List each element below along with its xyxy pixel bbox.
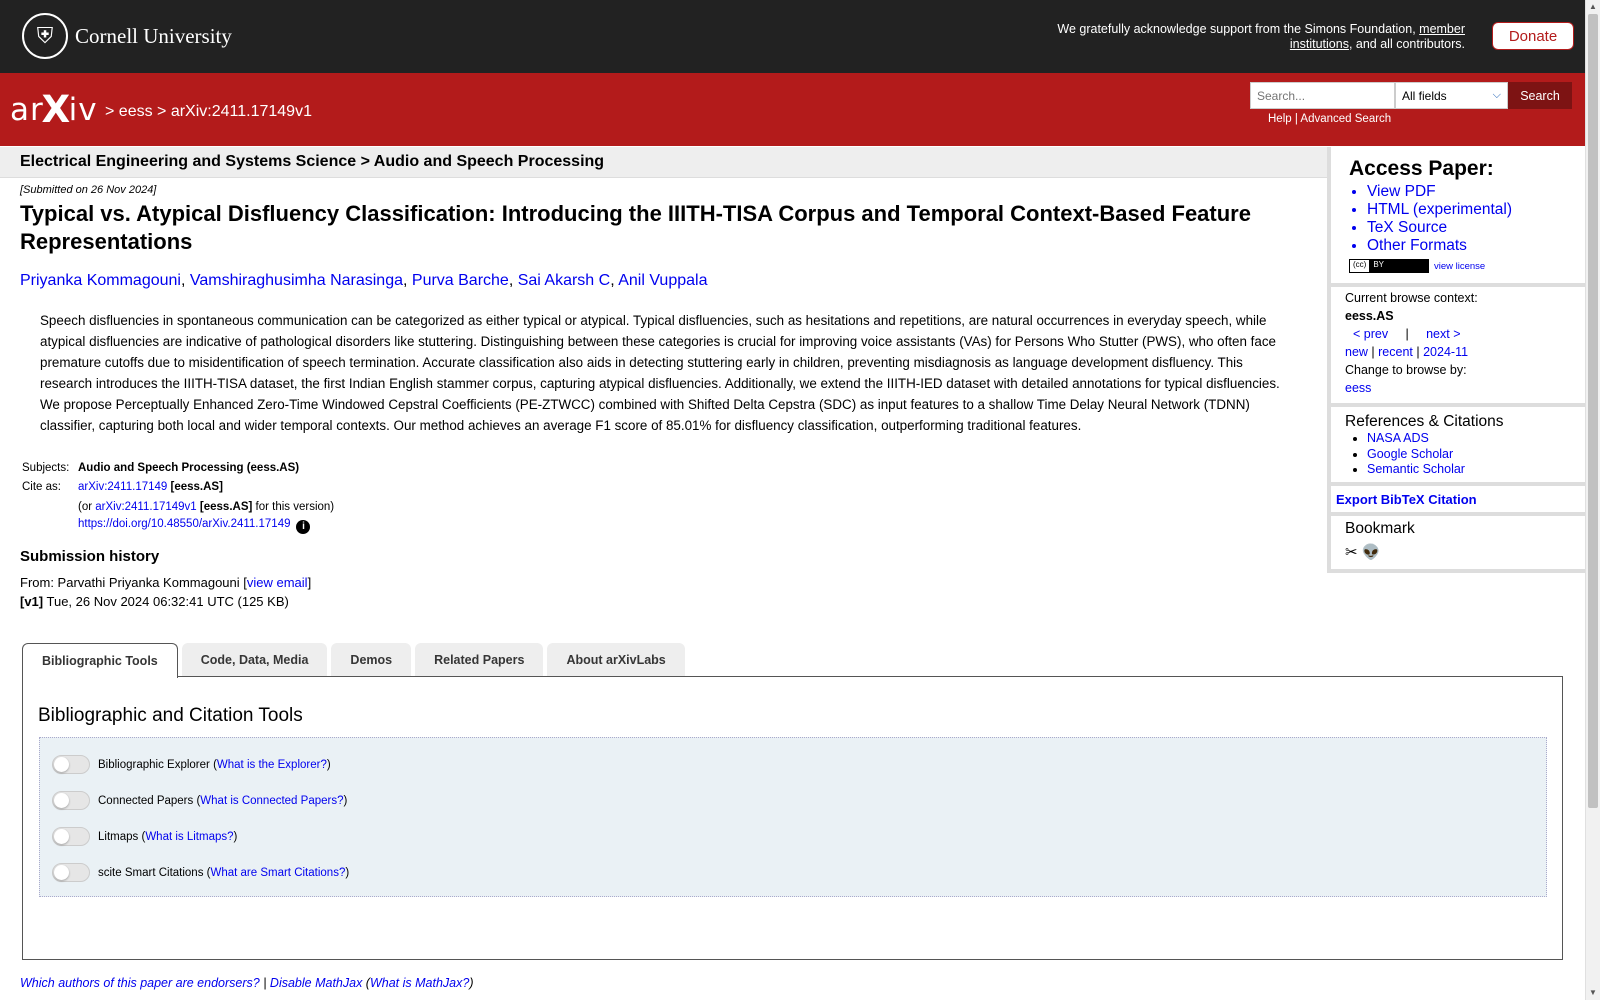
author-link[interactable]: Sai Akarsh C xyxy=(517,272,611,289)
nasa-ads-link[interactable]: NASA ADS xyxy=(1367,431,1429,445)
category-header xyxy=(0,147,1327,178)
by-text: BY xyxy=(1370,260,1428,272)
tool-label: Connected Papers xyxy=(98,794,194,807)
browse-context-label: Current browse context: xyxy=(1345,291,1478,305)
explorer-toggle[interactable] xyxy=(52,755,90,774)
version-line xyxy=(20,592,311,611)
change-browse-label: Change to browse by: xyxy=(1345,363,1467,377)
doi-value xyxy=(78,518,310,534)
info-icon[interactable]: i xyxy=(296,520,310,534)
change-browse-value xyxy=(1345,379,1585,397)
version-date: Tue, 26 Nov 2024 06:32:41 UTC (125 KB) xyxy=(43,594,289,609)
tool-label: Bibliographic Explorer xyxy=(98,758,210,771)
browse-nav xyxy=(1345,325,1585,343)
footer-paren: ) xyxy=(469,976,474,990)
scroll-down-icon[interactable]: ▼ xyxy=(1589,988,1597,997)
browse-context-section xyxy=(1331,287,1585,407)
tool-row-scite: scite Smart Citations ( What are Smart Citations? ) xyxy=(52,863,349,882)
breadcrumb xyxy=(105,103,312,121)
tab-about-arxivlabs[interactable]: About arXivLabs xyxy=(547,643,684,677)
submitter-line xyxy=(20,573,311,592)
next-link[interactable]: next > xyxy=(1426,327,1461,341)
view-pdf-link[interactable]: View PDF xyxy=(1367,183,1436,200)
semantic-scholar-link[interactable]: Semantic Scholar xyxy=(1367,462,1465,476)
nav-separator: | xyxy=(1405,327,1409,341)
cc-by-icon[interactable] xyxy=(1349,259,1429,273)
author-link[interactable]: Vamshiraghusimha Narasinga xyxy=(189,272,403,289)
access-paper-heading: Access Paper: xyxy=(1349,157,1494,180)
html-link[interactable]: HTML (experimental) xyxy=(1367,201,1512,218)
disable-mathjax-link[interactable]: Disable MathJax xyxy=(269,976,363,990)
other-formats-link[interactable]: Other Formats xyxy=(1367,237,1467,254)
access-paper-section xyxy=(1331,147,1585,287)
tool-help-link[interactable]: What are Smart Citations? xyxy=(210,866,346,879)
tool-row-explorer: Bibliographic Explorer ( What is the Explorer? ) xyxy=(52,755,331,774)
tools-heading: Bibliographic and Citation Tools xyxy=(38,705,303,726)
new-link[interactable]: new xyxy=(1345,345,1368,359)
cite-version-suffix: for this version) xyxy=(252,500,335,513)
browse-lists: new | recent | 2024-11 xyxy=(1345,345,1469,359)
cite-version-prefix: (or xyxy=(78,500,96,513)
category-title: Electrical Engineering and Systems Science > Audio and Speech Processing xyxy=(20,153,605,170)
tab-related-papers[interactable]: Related Papers xyxy=(415,643,543,677)
references-heading: References & Citations xyxy=(1345,413,1504,430)
cite-label: Cite as: xyxy=(22,481,61,494)
tool-label: scite Smart Citations xyxy=(98,866,204,879)
export-bibtex-link[interactable]: Export BibTeX Citation xyxy=(1336,491,1477,507)
help-links xyxy=(1268,113,1391,125)
cc-text: (cc) xyxy=(1350,260,1370,272)
subjects-primary: Audio and Speech Processing (eess.AS) xyxy=(78,461,300,474)
tool-help-link[interactable]: What is Litmaps? xyxy=(145,830,234,843)
author-link[interactable]: Purva Barche xyxy=(411,272,509,289)
recent-link[interactable]: recent xyxy=(1378,345,1413,359)
tab-code-data-media[interactable]: Code, Data, Media xyxy=(182,643,328,677)
tab-demos[interactable]: Demos xyxy=(331,643,411,677)
support-message xyxy=(1045,22,1465,52)
context-value-text: eess.AS xyxy=(1345,309,1394,323)
tool-row-connected-papers: Connected Papers ( What is Connected Papers? ) xyxy=(52,791,347,810)
cite-value xyxy=(78,481,223,493)
tab-bibliographic-tools[interactable]: Bibliographic Tools xyxy=(22,643,178,678)
chevron-down-icon: ⌵ xyxy=(1492,89,1501,101)
bookmark-icons[interactable]: ✂ 👽 xyxy=(1345,543,1381,561)
search-button[interactable]: Search xyxy=(1508,82,1572,109)
access-item xyxy=(1367,219,1585,237)
browse-eess-link[interactable]: eess xyxy=(1345,381,1372,395)
cornell-seal-icon: ⛨ xyxy=(22,13,68,59)
paper-title: Typical vs. Atypical Disfluency Classification: Introducing the IIITH-TISA Corpus and Temporal Context-Based Feature Representations xyxy=(20,201,1251,254)
bibtex-section xyxy=(1331,486,1585,516)
tool-help-link[interactable]: What is the Explorer? xyxy=(216,758,327,771)
access-item xyxy=(1367,201,1585,219)
support-suffix: , and all contributors. xyxy=(1348,37,1465,51)
advanced-search-link[interactable]: Advanced Search xyxy=(1300,113,1392,125)
search-input[interactable] xyxy=(1250,82,1395,109)
subjects-value xyxy=(78,462,299,474)
footer-separator: | xyxy=(259,976,270,990)
labs-tabs xyxy=(22,643,689,678)
subjects-label: Subjects: xyxy=(22,461,70,474)
month-link[interactable]: 2024-11 xyxy=(1423,345,1469,359)
license-row xyxy=(1349,259,1585,273)
scite-toggle[interactable] xyxy=(52,863,90,882)
references-list xyxy=(1345,431,1585,482)
logo-part: iv xyxy=(68,92,98,128)
submission-history xyxy=(20,573,311,611)
tab-panel xyxy=(22,676,1563,960)
view-email-link[interactable]: view email xyxy=(246,575,308,590)
help-separator: | xyxy=(1291,113,1301,125)
scrollbar[interactable] xyxy=(1585,0,1600,1000)
cite-tag: [eess.AS] xyxy=(170,481,223,494)
metadata-table xyxy=(20,458,334,536)
view-license-link[interactable]: view license xyxy=(1434,260,1486,272)
footer-links xyxy=(20,976,473,990)
tools-box xyxy=(39,737,1547,897)
connected-papers-toggle[interactable] xyxy=(52,791,90,810)
scrollbar-thumb[interactable] xyxy=(1588,14,1598,808)
browse-context-value xyxy=(1345,307,1585,325)
submitted-date: [Submitted on 26 Nov 2024] xyxy=(20,184,157,196)
doi-row xyxy=(20,517,334,537)
tool-label: Litmaps xyxy=(98,830,139,843)
submitter-suffix: ] xyxy=(307,575,312,590)
sidebar xyxy=(1327,147,1585,573)
logo-part: ar xyxy=(10,92,44,128)
search-field-value: All fields xyxy=(1402,88,1447,103)
tex-source-link[interactable]: TeX Source xyxy=(1367,219,1448,236)
cite-version-value xyxy=(78,501,334,513)
arxiv-logo[interactable] xyxy=(10,88,98,132)
access-links xyxy=(1345,183,1585,255)
logo-x: X xyxy=(41,88,72,132)
arxiv-header xyxy=(0,73,1585,146)
breadcrumb-separator: > xyxy=(105,103,119,120)
tool-help-link[interactable]: What is Connected Papers? xyxy=(200,794,344,807)
access-item xyxy=(1367,237,1585,255)
breadcrumb-separator: > xyxy=(152,103,171,120)
endorsers-link[interactable]: Which authors of this paper are endorsers? xyxy=(20,976,260,990)
breadcrumb-eess[interactable]: eess xyxy=(118,103,153,120)
reference-item xyxy=(1367,447,1585,463)
author-link[interactable]: Anil Vuppala xyxy=(618,272,708,289)
version-tag: [v1] xyxy=(20,594,44,609)
cite-version-tag: [eess.AS] xyxy=(199,500,253,513)
search-field-select[interactable] xyxy=(1395,82,1508,109)
cornell-logo[interactable] xyxy=(22,13,232,59)
member-institutions-link[interactable]: member institutions xyxy=(1289,22,1465,51)
cornell-banner xyxy=(0,0,1585,73)
cite-id-link[interactable]: arXiv:2411.17149 xyxy=(78,481,168,494)
bookmark-heading: Bookmark xyxy=(1345,519,1415,537)
scroll-up-icon[interactable]: ▲ xyxy=(1589,2,1597,11)
bookmark-section xyxy=(1331,516,1585,573)
support-text: We gratefully acknowledge support from the Simons Foundation, xyxy=(1057,22,1420,36)
subjects-row xyxy=(20,458,334,478)
reference-item xyxy=(1367,431,1585,447)
what-is-mathjax-link[interactable]: What is MathJax? xyxy=(369,976,470,990)
cite-version-link[interactable]: arXiv:2411.17149v1 xyxy=(95,500,197,513)
litmaps-toggle[interactable] xyxy=(52,827,90,846)
footer-paren: ( xyxy=(362,976,370,990)
donate-button[interactable]: Donate xyxy=(1492,22,1574,50)
cornell-name: Cornell University xyxy=(75,23,232,48)
reference-item xyxy=(1367,462,1585,478)
google-scholar-link[interactable]: Google Scholar xyxy=(1367,446,1454,461)
breadcrumb-paper-id: arXiv:2411.17149v1 xyxy=(170,103,312,120)
doi-link[interactable]: https://doi.org/10.48550/arXiv.2411.17149 xyxy=(78,518,291,531)
submitter-text: From: Parvathi Priyanka Kommagouni [ xyxy=(20,575,247,590)
help-link[interactable]: Help xyxy=(1268,113,1292,125)
cite-row xyxy=(20,478,334,498)
tool-row-litmaps: Litmaps ( What is Litmaps? ) xyxy=(52,827,237,846)
cite-version-row xyxy=(20,497,334,517)
submission-history-heading: Submission history xyxy=(20,548,160,565)
access-item xyxy=(1367,183,1585,201)
references-section xyxy=(1331,407,1585,486)
abstract: Speech disfluencies in spontaneous communication can be categorized as either typical or atypical. Typical disfluencies, such as hesitations and repetitions, are natural occurrences in everyday speech, while atypical disfluencies are indicative of pathological disorders like stuttering. Distinguishing between these categories is crucial for improving voice assistants (VAs) for Persons Who Stutter (PWS), who often face premature cutoffs due to misidentification of speech termination. Accurate classification also aids in detecting stuttering early in children, preventing misdiagnosis as language development disfluency. This research introduces the IIITH-TISA dataset, the first Indian English stammer corpus, capturing atypical disfluencies. Additionally, we extend the IIITH-IED dataset with detailed annotations for typical disfluencies. We propose Perceptually Enhanced Zero-Time Windowed Cepstral Coefficients (PE-ZTWCC) combined with Shifted Delta Cepstra (SDC) as input features to a shallow Time Delay Neural Network (TDNN) classifier, capturing both local and wider temporal contexts. Our method achieves an average F1 score of 85.01% for disfluency classification, outperforming traditional features. xyxy=(40,313,1280,433)
prev-link[interactable]: < prev xyxy=(1353,327,1389,341)
author-list: Priyanka Kommagouni, Vamshiraghusimha Narasinga, Purva Barche, Sai Akarsh C, Anil Vuppala xyxy=(20,272,708,289)
author-link[interactable]: Priyanka Kommagouni xyxy=(20,272,181,289)
